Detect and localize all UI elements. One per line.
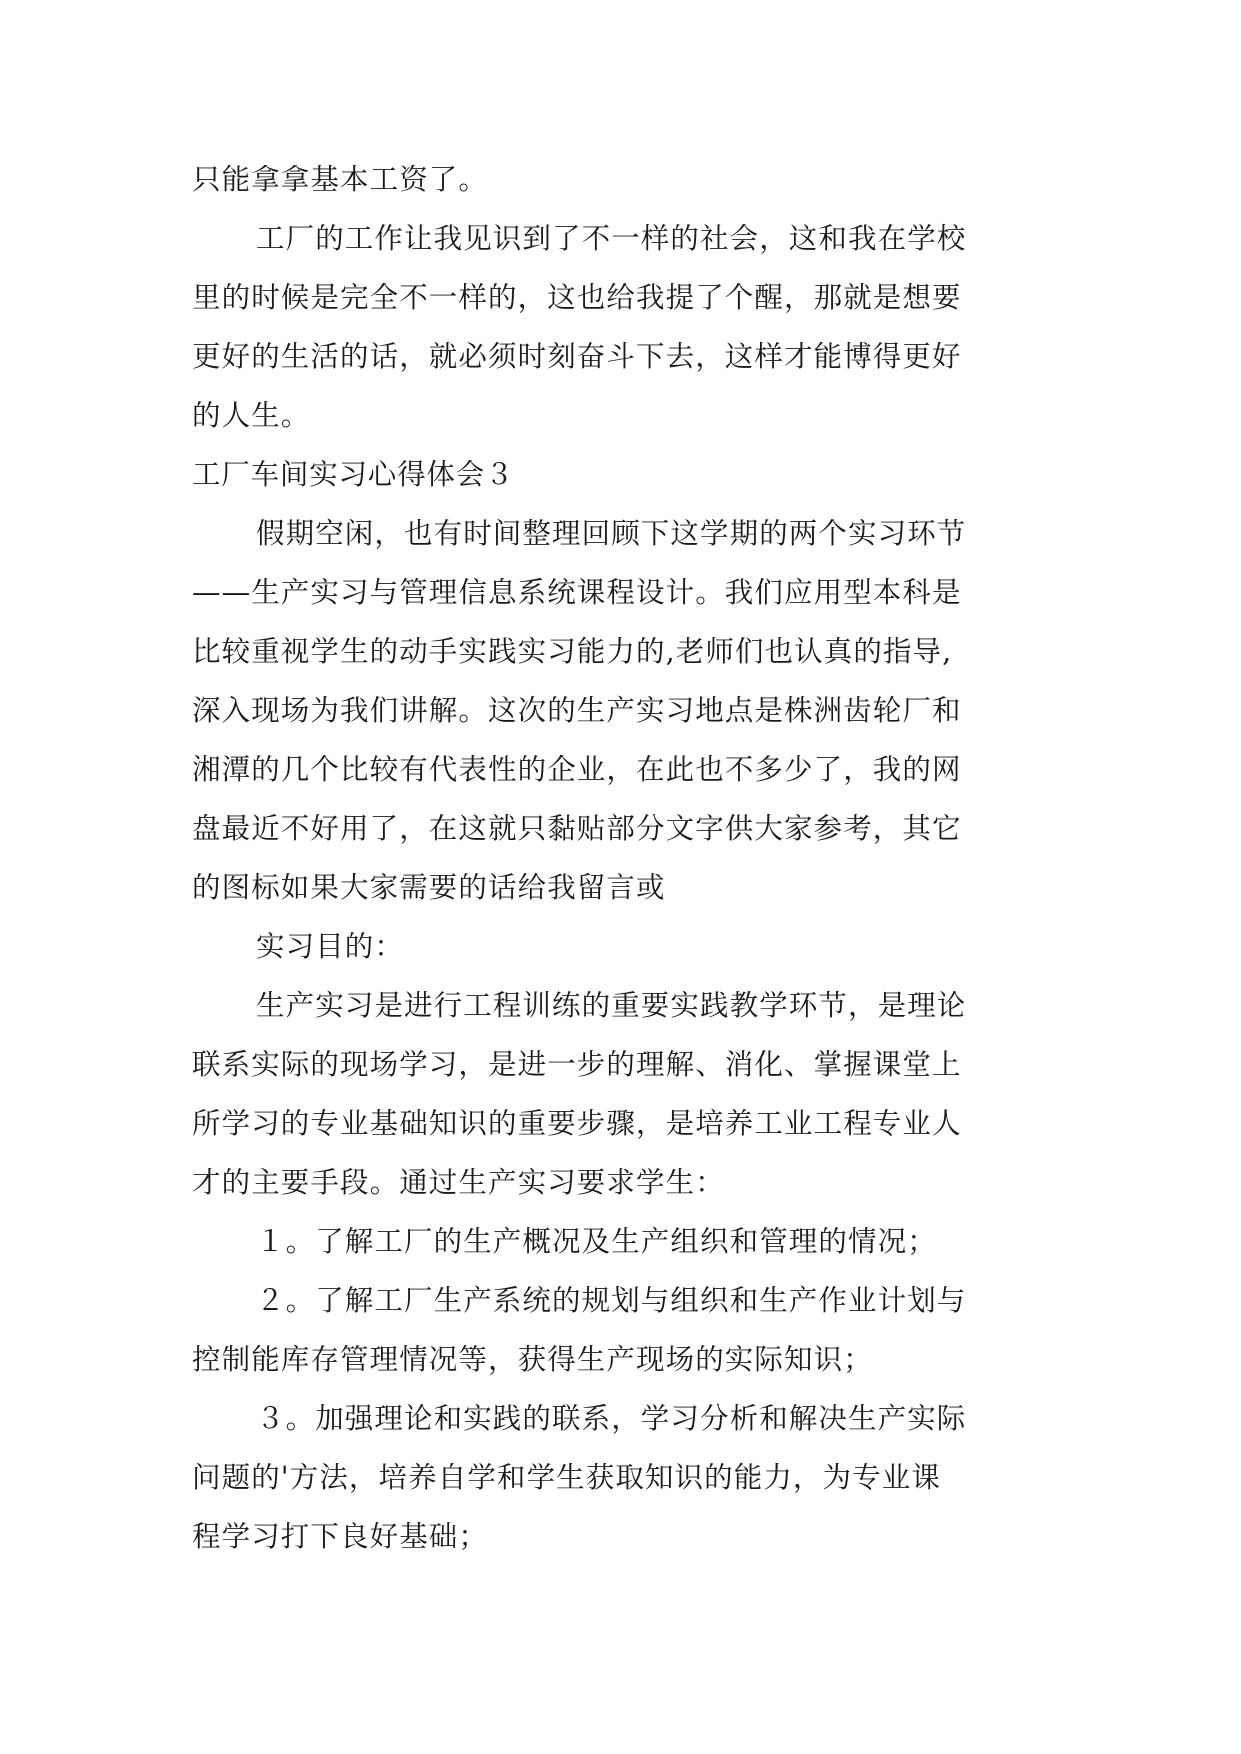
subsection-label: 实习目的：	[256, 930, 405, 963]
document-page	[192, 150, 1052, 1566]
paragraph-first-line: 工厂的工作让我见识到了不一样的社会，这和我在学校	[256, 222, 967, 255]
text-line: 盘最近不好用了，在这就只黏贴部分文字供大家参考，其它	[192, 812, 962, 845]
text-line: 比较重视学生的动手实践实习能力的,老师们也认真的指导,	[192, 635, 953, 668]
section-heading: 工厂车间实习心得体会３	[192, 458, 515, 491]
text-line: 的图标如果大家需要的话给我留言或	[192, 871, 666, 904]
text-line: 问题的'方法，培养自学和学生获取知识的能力，为专业课	[192, 1461, 941, 1494]
text-line: 所学习的专业基础知识的重要步骤，是培养工业工程专业人	[192, 1107, 962, 1140]
text-line: ——生产实习与管理信息系统课程设计。我们应用型本科是	[192, 576, 962, 609]
text-line: 湘潭的几个比较有代表性的企业，在此也不多少了，我的网	[192, 753, 962, 786]
list-item: １。了解工厂的生产概况及生产组织和管理的情况；	[256, 1225, 937, 1258]
text-line: 程学习打下良好基础；	[192, 1520, 489, 1553]
paragraph-first-line: 生产实习是进行工程训练的重要实践教学环节，是理论	[256, 989, 967, 1022]
text-line: 的人生。	[192, 399, 311, 432]
text-line: 更好的生活的话，就必须时刻奋斗下去，这样才能博得更好	[192, 340, 962, 373]
text-line: 里的时候是完全不一样的，这也给我提了个醒，那就是想要	[192, 281, 962, 314]
paragraph-first-line: 假期空闲，也有时间整理回顾下这学期的两个实习环节	[256, 517, 967, 550]
text-line: 只能拿拿基本工资了。	[192, 163, 489, 196]
list-item: ３。加强理论和实践的联系，学习分析和解决生产实际	[256, 1402, 967, 1435]
text-line: 深入现场为我们讲解。这次的生产实习地点是株洲齿轮厂和	[192, 694, 962, 727]
list-item: ２。了解工厂生产系统的规划与组织和生产作业计划与	[256, 1284, 967, 1317]
text-line: 控制能库存管理情况等，获得生产现场的实际知识；	[192, 1343, 873, 1376]
text-line: 联系实际的现场学习，是进一步的理解、消化、掌握课堂上	[192, 1048, 962, 1081]
text-line: 才的主要手段。通过生产实习要求学生：	[192, 1166, 725, 1199]
